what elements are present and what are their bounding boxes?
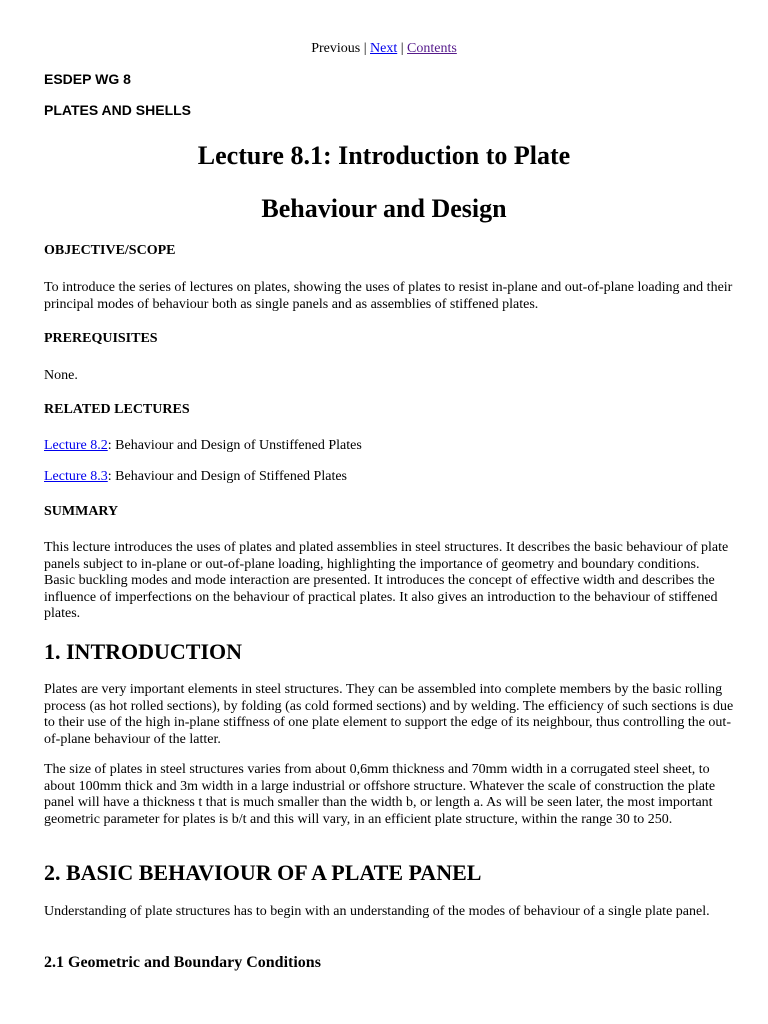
section-1-paragraph-2: The size of plates in steel structures varies from about 0,6mm thickness and 70mm width in a corrugated steel sheet, to about 100mm thick and 3m width in a large industrial or offshore structure. Whatever the scale of construction the plate panel will have a thickness t that is much smaller than the width b, or length a. As will be seen later, the most important geometric parameter for plates is b/t and this will vary, in an efficient plate structure, within the range 30 to 250. (44, 762, 716, 827)
related-lecture-title: : Behaviour and Design of Stiffened Plates (107, 469, 348, 484)
subsection-2-1-heading: 2.1 Geometric and Boundary Conditions (44, 954, 321, 971)
top-navigation (0, 40, 768, 58)
nav-separator: | (363, 41, 367, 56)
prerequisites-heading: PREREQUISITES (44, 331, 158, 346)
lecture-8-3-link[interactable]: Lecture 8.3 (44, 469, 108, 484)
section-2-heading: 2. BASIC BEHAVIOUR OF A PLATE PANEL (44, 860, 482, 885)
objective-heading: OBJECTIVE/SCOPE (44, 243, 176, 258)
section-1-paragraph-1: Plates are very important elements in steel structures. They can be assembled into complete members by the basic rolling process (as hot rolled sections), by folding (as cold formed sections) and by welding. The efficiency of such sections is due to their use of the high in-plane stiffness of one plate element to support the edge of its neighbour, thus controlling the out-of-plane behaviour of the latter. (44, 682, 734, 747)
nav-separator: | (400, 41, 404, 56)
previous-label: Previous (311, 41, 361, 56)
subject-label: PLATES AND SHELLS (44, 102, 192, 118)
page-title-line-1: Lecture 8.1: Introduction to Plate (197, 141, 571, 170)
section-1-heading: 1. INTRODUCTION (44, 639, 243, 664)
related-lecture-item (44, 469, 734, 486)
page-title-line-2: Behaviour and Design (261, 194, 507, 223)
related-lecture-title: : Behaviour and Design of Unstiffened Plates (107, 438, 362, 453)
objective-text: To introduce the series of lectures on plates, showing the uses of plates to resist in-plane and out-of-plane loading and their principal modes of behaviour both as single panels and as assemblies of stiffened plates. (44, 280, 733, 312)
next-link[interactable]: Next (370, 41, 398, 56)
summary-text: This lecture introduces the uses of plates and plated assemblies in steel structures. It describes the basic behaviour of plate panels subject to in-plane or out-of-plane loading, highlighting the importance of geometry and boundary conditions. Basic buckling modes and mode interaction are presented. It introduces the concept of effective width and describes the influence of imperfections on the behaviour of practical plates. It also gives an introduction to the behaviour of stiffened plates. (44, 540, 729, 621)
prerequisites-text: None. (44, 368, 78, 383)
contents-link[interactable]: Contents (407, 41, 457, 56)
related-lectures-heading: RELATED LECTURES (44, 402, 190, 417)
section-2-paragraph-1: Understanding of plate structures has to begin with an understanding of the modes of behaviour of a single plate panel. (44, 904, 710, 919)
working-group-label: ESDEP WG 8 (44, 71, 131, 87)
summary-heading: SUMMARY (44, 504, 119, 519)
lecture-8-2-link[interactable]: Lecture 8.2 (44, 438, 108, 453)
related-lecture-item (44, 438, 734, 455)
